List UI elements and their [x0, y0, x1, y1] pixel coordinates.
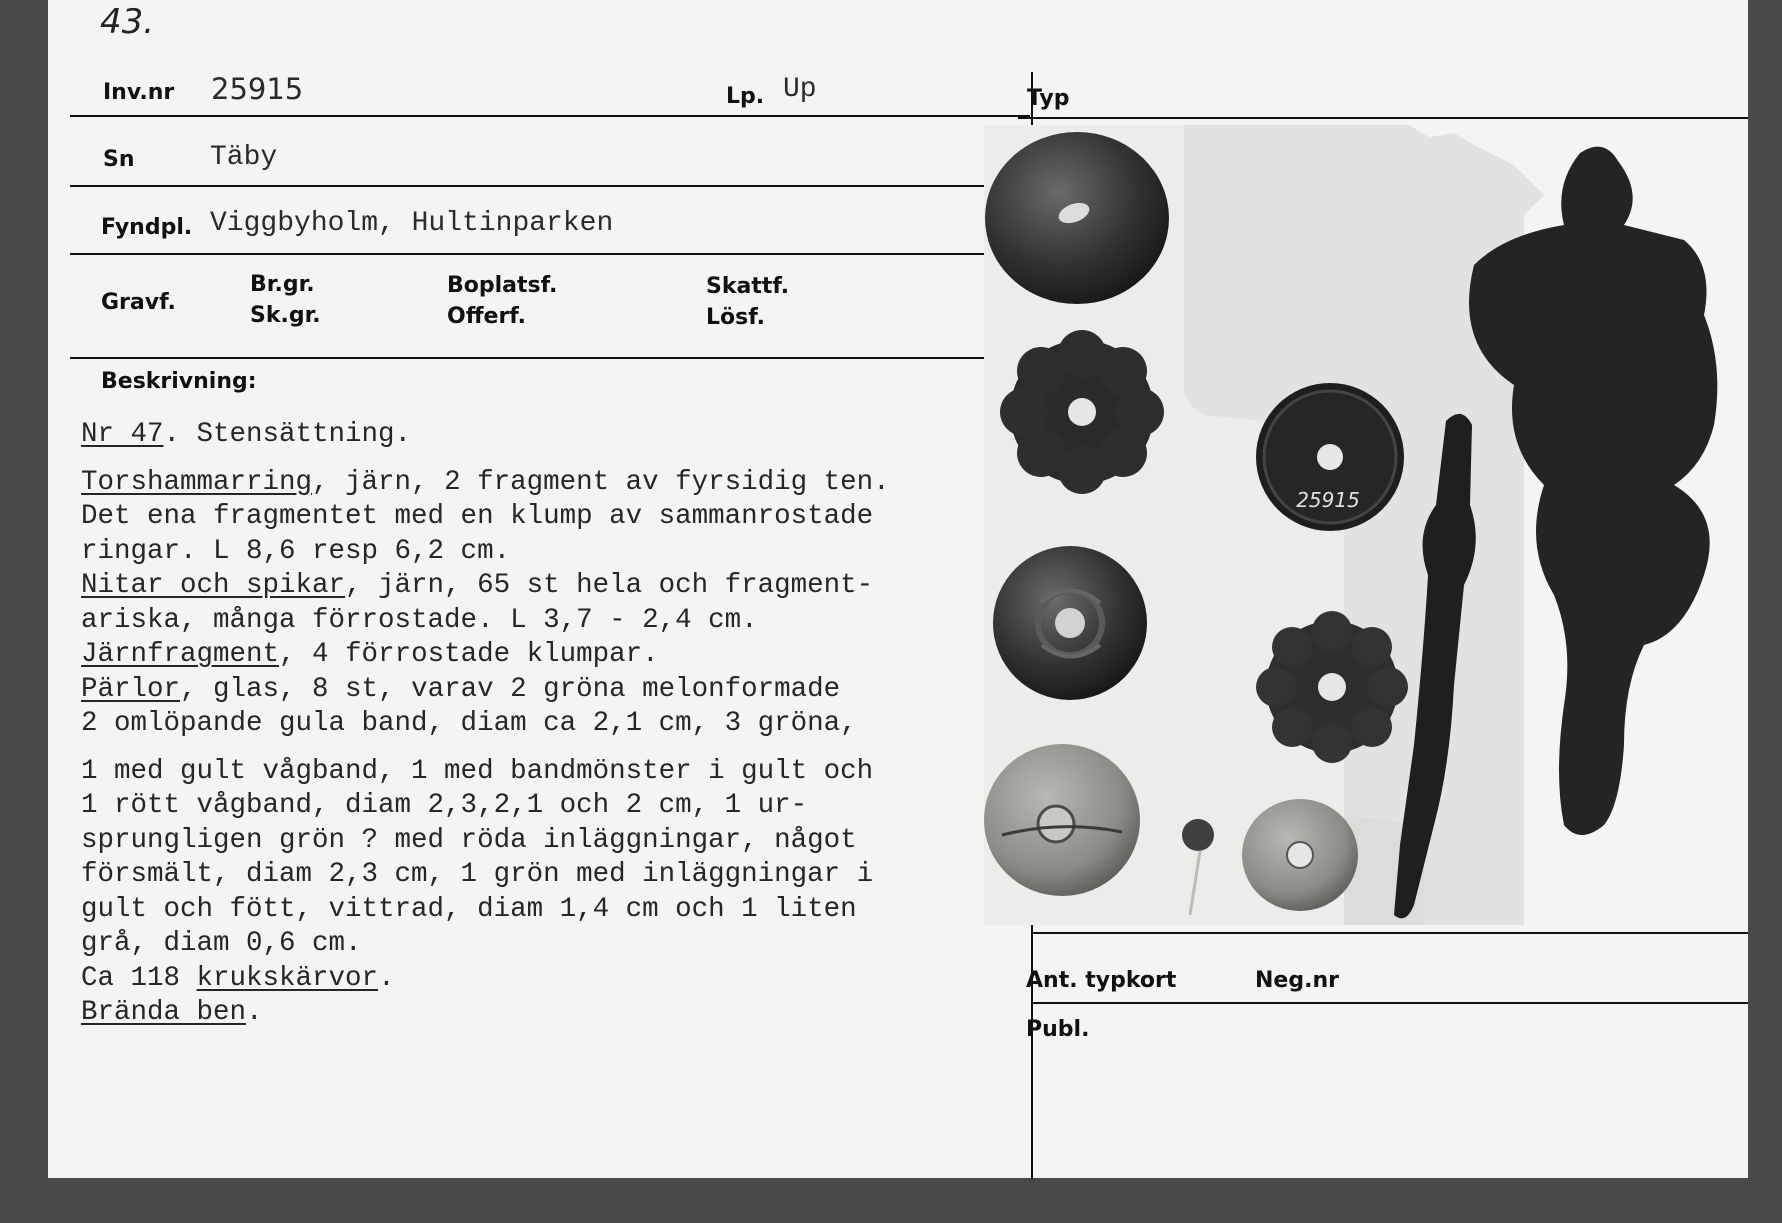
desc-line: Ca 118 — [81, 962, 197, 994]
negnr-label: Neg.nr — [1255, 968, 1339, 993]
desc-item-title: Pärlor — [81, 673, 181, 705]
desc-item-title: Torshammarring — [81, 466, 313, 498]
skgr-label: Sk.gr. — [250, 303, 321, 328]
desc-line: . — [378, 962, 395, 994]
desc-heading-number: Nr 47 — [81, 419, 164, 450]
desc-item-title: krukskärvor — [196, 962, 379, 994]
description — [81, 418, 1021, 1031]
offerf-label: Offerf. — [447, 304, 527, 329]
brgr-label: Br.gr. — [250, 272, 315, 297]
desc-line: , glas, 8 st, varav 2 gröna melonformade — [180, 673, 841, 705]
desc-heading-text: . Stensättning. — [163, 419, 412, 450]
desc-line: 1 med gult vågband, 1 med bandmönster i gult och — [81, 755, 874, 787]
lp-value: Up — [783, 74, 817, 105]
desc-line: , 4 förrostade klumpar. — [279, 639, 659, 670]
photo-inscription: 25915 — [1296, 488, 1360, 512]
inv-nr-value: 25915 — [211, 72, 304, 106]
bead-ring-dark — [985, 132, 1169, 304]
card-number: 43. — [100, 2, 155, 42]
bead-grey — [1242, 799, 1358, 911]
ant-typkort-label: Ant. typkort — [1026, 968, 1177, 993]
sn-value: Täby — [210, 142, 278, 173]
fyndpl-label: Fyndpl. — [101, 215, 193, 240]
lp-label: Lp. — [726, 84, 765, 109]
desc-line: ringar. L 8,6 resp 6,2 cm. — [81, 535, 511, 567]
desc-item-title: Brända ben — [81, 997, 247, 1028]
desc-item-title: Nitar och spikar — [81, 570, 346, 601]
sn-label: Sn — [103, 147, 135, 172]
bead-swirl — [993, 546, 1147, 700]
divider — [1018, 117, 1748, 119]
desc-line: gult och fött, vittrad, diam 1,4 cm och 1 liten — [81, 893, 857, 925]
divider — [70, 185, 1030, 187]
skattf-label: Skattf. — [706, 274, 790, 299]
desc-line: 1 rött vågband, diam 2,3,2,1 och 2 cm, 1 ur- — [81, 790, 808, 821]
desc-line: Det ena fragmentet med en klump av sammanrostade — [81, 501, 874, 532]
typ-label: Typ — [1027, 86, 1070, 111]
catalog-card — [48, 0, 1748, 1178]
desc-line: 2 omlöpande gula band, diam ca 2,1 cm, 3 gröna, — [81, 708, 857, 739]
losf-label: Lösf. — [706, 305, 765, 330]
desc-line: , järn, 2 fragment av fyrsidig ten. — [312, 466, 890, 498]
desc-line: försmält, diam 2,3 cm, 1 grön med inläggningar i — [81, 859, 874, 890]
beskrivning-label: Beskrivning: — [101, 369, 257, 394]
divider — [1033, 1002, 1748, 1004]
divider — [70, 115, 1030, 117]
bead-weathered — [984, 744, 1140, 896]
fyndpl-value: Viggbyholm, Hultinparken — [210, 208, 614, 239]
divider — [70, 253, 1030, 255]
desc-line: grå, diam 0,6 cm. — [81, 928, 362, 959]
desc-item-title: Järnfragment — [81, 639, 280, 670]
gravf-label: Gravf. — [101, 290, 176, 315]
desc-line: sprungligen grön ? med röda inläggningar, något — [81, 824, 857, 856]
bead-melon-flower — [1000, 330, 1164, 494]
desc-line: . — [246, 997, 263, 1028]
desc-line: ariska, många förrostade. L 3,7 - 2,4 cm. — [81, 604, 758, 636]
artifact-photo — [984, 125, 1782, 925]
divider — [70, 357, 1030, 359]
bead-melon-flower-2 — [1256, 611, 1408, 763]
inv-nr-label: Inv.nr — [103, 80, 175, 105]
divider — [1033, 932, 1748, 934]
desc-line: , järn, 65 st hela och fragment- — [345, 570, 874, 601]
publ-label: Publ. — [1026, 1017, 1090, 1042]
boplatsf-label: Boplatsf. — [447, 273, 558, 298]
bead-inscribed — [1256, 383, 1404, 531]
